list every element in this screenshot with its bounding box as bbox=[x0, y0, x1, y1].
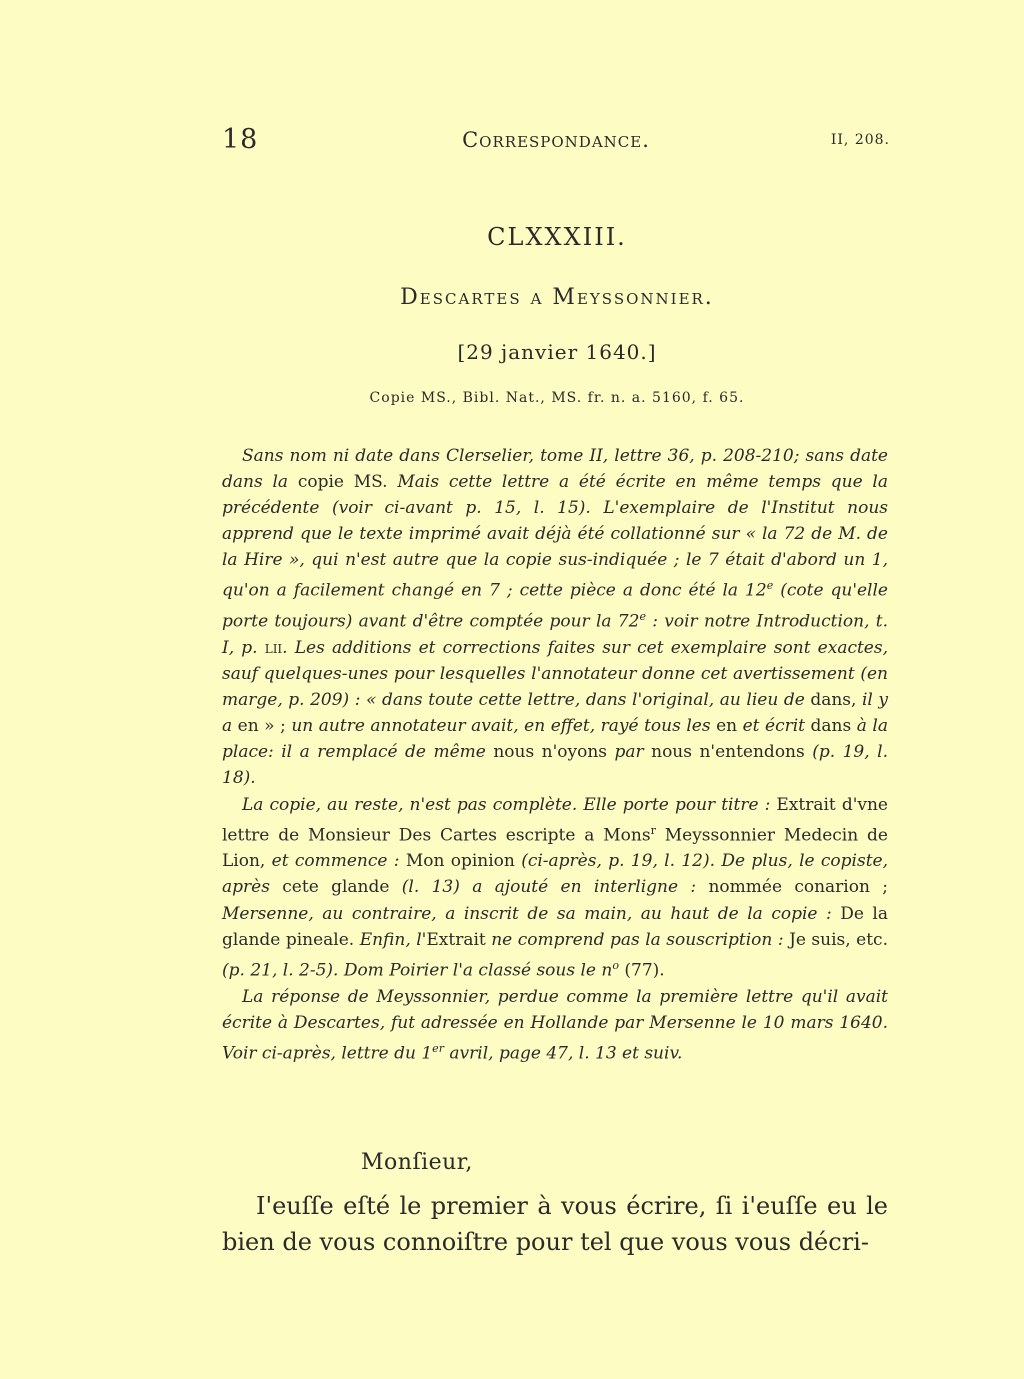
note-text-run: er bbox=[432, 1041, 444, 1055]
note-text-run: Meyssonnier Medecin de Lion, bbox=[222, 825, 888, 872]
page-number: 18 bbox=[222, 124, 259, 155]
note-text-run: e bbox=[639, 610, 646, 624]
note-text-run: en » ; bbox=[237, 716, 292, 737]
note-text-run: (p. 21, l. 2-5). Dom Poirier l'a classé sous le n bbox=[222, 960, 613, 981]
note-text-run: un autre annotateur avait, en effet, rayé tous les bbox=[291, 716, 717, 737]
note-text-run: Mersenne, au contraire, a inscrit de sa main, au haut de la copie : bbox=[222, 903, 841, 924]
note-text-run: (ci-après, p. 19, l. 12). De plus, le copiste, après bbox=[222, 851, 888, 898]
note-text-run: Extrait d'vne lettre de Monsieur Des Cartes escripte a Mons bbox=[222, 794, 888, 846]
note-text-run: Extrait bbox=[426, 929, 492, 950]
letter-date: [29 janvier 1640.] bbox=[457, 340, 657, 364]
note-text-run: dans bbox=[810, 716, 857, 737]
note-text-run: cete glande bbox=[282, 877, 402, 898]
note-text-run: La réponse de Meyssonnier, perdue comme la première lettre qu'il avait écrite à Descartes, fut adressée en Hollande par Mersenne le 10 mars 1640. Voir ci-après, lettre du 1 bbox=[222, 986, 888, 1064]
note-text-run: nous n'entendons bbox=[651, 742, 813, 763]
note-text-run: : voir notre Introduction, t. I, p. bbox=[222, 611, 889, 658]
note-paragraph bbox=[222, 792, 888, 984]
manuscript-source: Copie MS., Bibl. Nat., MS. fr. n. a. 5160, f. 65. bbox=[369, 390, 745, 406]
note-text-run: (77). bbox=[618, 960, 665, 981]
running-head bbox=[222, 124, 890, 158]
salutation: Monſieur, bbox=[361, 1150, 473, 1175]
note-text-run: ne comprend pas la souscription : bbox=[491, 929, 790, 950]
note-text-run: De la glande pineale. bbox=[222, 903, 888, 950]
note-text-run: lii bbox=[264, 637, 283, 658]
note-text-run: et commence : bbox=[271, 851, 406, 872]
note-paragraph bbox=[222, 443, 888, 792]
note-text-run: copie MS. bbox=[297, 472, 398, 493]
note-text-run: dans, bbox=[810, 690, 862, 711]
note-text-run: à la place: il a remplacé de même bbox=[222, 716, 888, 763]
running-title: Correspondance. bbox=[462, 128, 650, 152]
editorial-notes bbox=[222, 443, 888, 1066]
note-text-run: (p. 19, l. 18). bbox=[222, 742, 888, 789]
note-text-run: nommée conarion ; bbox=[708, 877, 888, 898]
note-text-run: Mon opinion bbox=[405, 851, 522, 872]
letter-number: CLXXXIII. bbox=[487, 223, 627, 251]
note-text-run: en bbox=[716, 716, 743, 737]
note-text-run: o bbox=[612, 958, 619, 972]
note-text-run: Mais cette lettre a été écrite en même temps que la précédente (voir ci-avant p. 15, l. 15). L'exemplaire de l'Institut nous apprend que le texte imprimé avait déjà été collationné sur « la 72 de M. de la Hire », qui n'est autre que la copie sus-indiquée ; le 7 était d'abord un 1, qu'on a facilement changé en 7 ; cette pièce a donc été la 12 bbox=[222, 472, 888, 602]
note-text-run: nous n'oyons bbox=[493, 742, 615, 763]
letter-title: Descartes a Meyssonnier. bbox=[400, 285, 714, 310]
note-text-run: (cote qu'elle porte toujours) avant d'être comptée pour la 72 bbox=[222, 581, 888, 632]
volume-page-reference: II, 208. bbox=[830, 132, 890, 148]
note-text-run: La copie, au reste, n'est pas complète. Elle porte pour titre : bbox=[242, 794, 777, 815]
note-paragraph bbox=[222, 984, 888, 1067]
note-text-run: Sans nom ni date dans Clerselier, tome II, lettre 36, p. 208-210; sans date dans la bbox=[222, 446, 888, 493]
note-text-run: e bbox=[766, 579, 774, 593]
note-text-run: par bbox=[614, 742, 652, 763]
letter-body bbox=[222, 1188, 888, 1260]
note-text-run: avril, page 47, l. 13 et suiv. bbox=[444, 1043, 683, 1064]
note-text-run: r bbox=[650, 823, 656, 837]
note-text-run: . Les additions et corrections faites sur cet exemplaire sont exactes, sauf quelques-unes pour lesquelles l'annotateur donne cet avertissement (en marge, p. 209) : « dans toute cette lettre, dans l'original, au lieu de bbox=[222, 637, 888, 711]
note-text-run: il y a bbox=[222, 690, 888, 737]
body-paragraph: I'euſſe eſté le premier à vous écrire, ſi i'euſſe eu le bien de vous connoiſtre pour tel que vous vous décri- bbox=[222, 1192, 888, 1256]
note-text-run: Je suis, etc. bbox=[789, 929, 888, 950]
note-text-run: Enfin, l' bbox=[359, 929, 427, 950]
note-text-run: et écrit bbox=[742, 716, 811, 737]
note-text-run: (l. 13) a ajouté en interligne : bbox=[401, 877, 709, 898]
